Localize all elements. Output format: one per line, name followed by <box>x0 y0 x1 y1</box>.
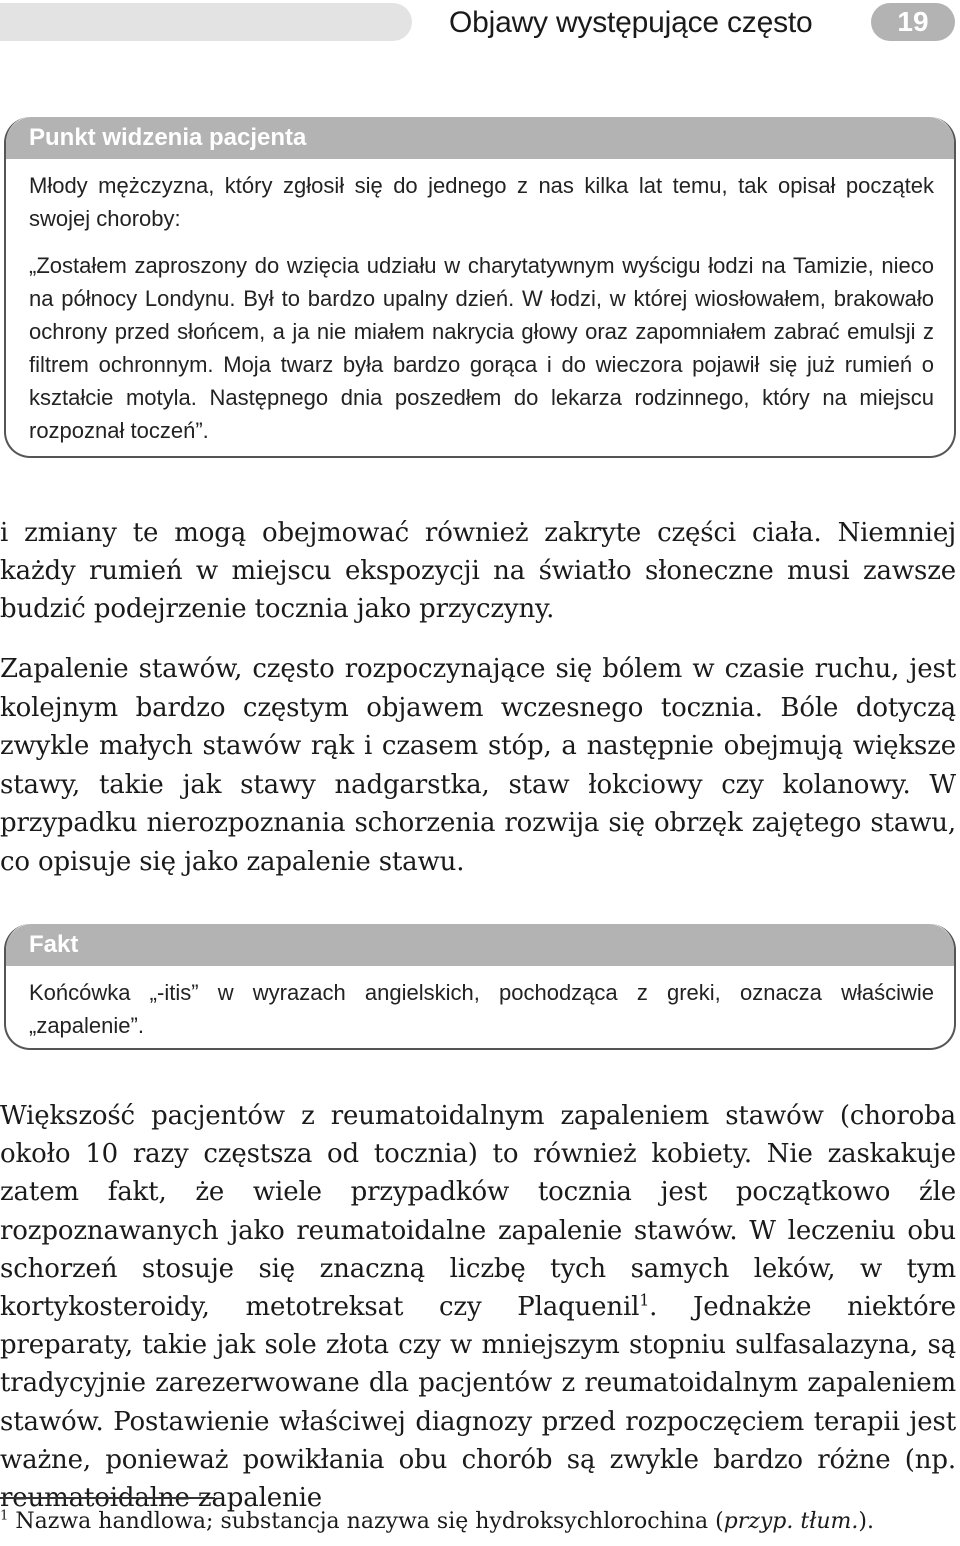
footnote-text: Nazwa handlowa; substancja nazywa się hydroksychlorochina ( <box>8 1509 724 1534</box>
paragraph-text-part-1: Większość pacjentów z reumatoidalnym zapaleniem stawów (choroba około 10 razy częstsza od tocznia) to również kobiety. Nie zaskakuje zatem fakt, że wiele przypadków tocznia jest początkowo źle rozpoznawanych jako reumatoidalne zapalenie stawów. W leczeniu obu schorzeń stosuje się znaczną liczbę tych samych leków, w tym kortykosteroidy, metotreksat czy Plaquenil <box>0 1101 956 1323</box>
fact-box-body <box>6 966 954 1042</box>
body-paragraph-2 <box>0 650 956 882</box>
paragraph-text-part-2: . Jednakże niektóre preparaty, takie jak sole złota czy w mniejszym stopniu sulfasalazyna, są tradycyjnie zarezerwowane dla pacjentów z reumatoidalnym zapaleniem stawów. Postawienie właściwej diagnozy przed rozpoczęciem terapii jest ważne, ponieważ powikłania obu chorób są zwykle bardzo różne (np. reumatoidalne zapalenie <box>0 1292 956 1514</box>
paragraph-text: Zapalenie stawów, często rozpoczynające się bólem w czasie ruchu, jest kolejnym bardzo częstym objawem wczesnego tocznia. Bóle dotyczą zwykle małych stawów rąk i czasem stóp, a następnie obejmują większe stawy, takie jak stawy nadgarstka, staw łokciowy czy kolanowy. W przypadku nierozpoznania schorzenia rozwija się obrzęk zajętego stawu, co opisuje się jako zapalenie stawu. <box>0 654 956 877</box>
fact-text: Końcówka „-itis” w wyrazach angielskich, pochodząca z greki, oznacza właściwie „zapalenie”. <box>29 980 934 1038</box>
patient-intro: Młody mężczyzna, który zgłosił się do jednego z nas kilka lat temu, tak opisał początek swojej choroby: <box>29 173 934 231</box>
running-header-title: Objawy występujące często <box>449 6 813 39</box>
patient-quote: „Zostałem zaproszony do wzięcia udziału w charytatywnym wyścigu łodzi na Tamizie, nieco na północy Londynu. Był to bardzo upalny dzień. W łodzi, w której wiosłowałem, brakowało ochrony przed słońcem, a ja nie miałem nakrycia głowy oraz zapomniałem zabrać emulsji z filtrem ochronnym. Moja twarz była bardzo gorąca i do wieczora pojawił się już rumień o kształcie motyla. Następnego dnia poszedłem do lekarza rodzinnego, który na miejscu rozpoznał toczeń”. <box>29 253 934 443</box>
page-number: 19 <box>871 3 955 41</box>
patient-perspective-box <box>4 117 956 458</box>
footnote-marker: 1 <box>0 1508 9 1524</box>
paragraph-text <box>0 1097 956 1517</box>
footnote-reference[interactable]: 1 <box>639 1291 650 1310</box>
body-paragraph-1 <box>0 514 956 628</box>
footnote-divider <box>0 1497 215 1499</box>
patient-box-body <box>6 159 954 447</box>
paragraph-text: i zmiany te mogą obejmować również zakryte części ciała. Niemniej każdy rumień w miejscu ekspozycji na światło słoneczne musi zawsze budzić podejrzenie tocznia jako przyczyny. <box>0 518 956 624</box>
body-paragraph-3 <box>0 1097 956 1517</box>
fact-box <box>4 924 956 1050</box>
header-bar <box>0 3 412 41</box>
fact-box-heading: Fakt <box>6 924 954 966</box>
footnote-italic: przyp. tłum. <box>723 1509 859 1534</box>
footnote-end: ). <box>858 1509 874 1534</box>
footnote <box>0 1507 960 1537</box>
patient-box-heading: Punkt widzenia pacjenta <box>6 117 954 159</box>
